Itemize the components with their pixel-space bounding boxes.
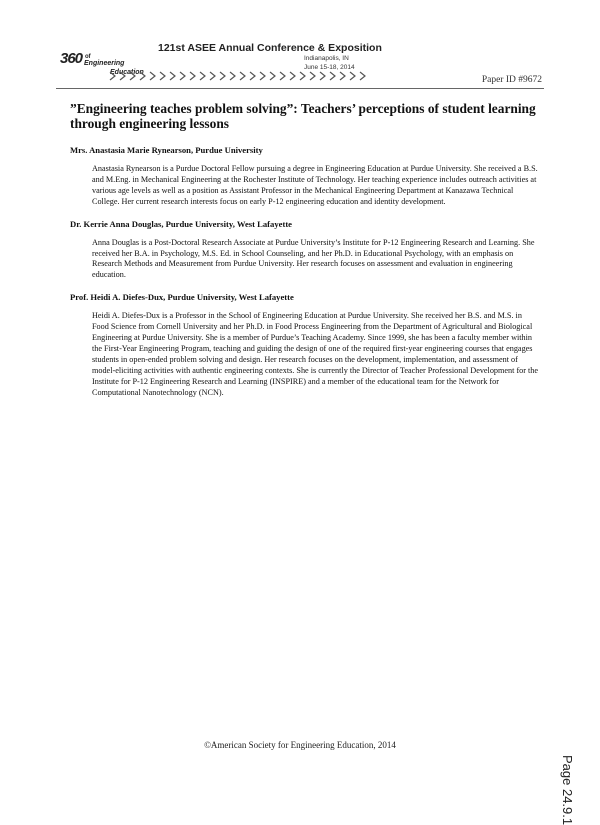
copyright-footer: ©American Society for Engineering Education, 2014 xyxy=(204,740,396,750)
chevron-right-icon xyxy=(290,72,295,80)
author-name: Dr. Kerrie Anna Douglas, Purdue University, West Lafayette xyxy=(70,218,292,229)
logo-education-text: Education xyxy=(110,69,144,76)
chevron-right-icon xyxy=(140,72,145,80)
conference-dates: June 15-18, 2014 xyxy=(304,64,355,71)
author-bio: Anastasia Rynearson is a Purdue Doctoral Fellow pursuing a degree in Engineering Education at Purdue University. She received a B.S. and M.Eng. in Mechanical Engineering at the Rochester Institute of Technology. Her teaching experience includes outreach activities at various age levels as well as a position as Assistant Professor in the Mechanical Engineering Department at Kanazawa Technical College. Her current research interests focus on early P-12 engineering education and identity development. xyxy=(92,164,538,206)
chevron-right-icon xyxy=(270,72,275,80)
conference-header xyxy=(0,0,600,92)
chevron-right-icon xyxy=(240,72,245,80)
chevron-strip-icon xyxy=(106,70,376,82)
chevron-right-icon xyxy=(110,72,115,80)
logo-360-text: 360 xyxy=(60,50,83,67)
chevron-right-icon xyxy=(350,72,355,80)
page-number: Page 24.9.1 xyxy=(560,755,575,825)
chevron-right-icon xyxy=(250,72,255,80)
chevron-right-icon xyxy=(160,72,165,80)
chevron-right-icon xyxy=(320,72,325,80)
chevron-right-icon xyxy=(150,72,155,80)
header-divider xyxy=(56,88,544,89)
author-block-2 xyxy=(70,219,540,282)
conference-title: 121st ASEE Annual Conference & Exposition xyxy=(158,42,382,54)
chevron-right-icon xyxy=(210,72,215,80)
chevron-right-icon xyxy=(300,72,305,80)
chevron-right-icon xyxy=(310,72,315,80)
author-block-3 xyxy=(70,292,540,398)
chevron-right-icon xyxy=(260,72,265,80)
author-name: Prof. Heidi A. Diefes-Dux, Purdue University, West Lafayette xyxy=(70,292,294,303)
chevron-right-icon xyxy=(190,72,195,80)
chevron-right-icon xyxy=(330,72,335,80)
author-bio: Heidi A. Diefes-Dux is a Professor in the School of Engineering Education at Purdue University. She received her B.S. and M.S. in Food Science from Cornell University and her Ph.D. in Food Process Engineering from the Department of Agricultural and Biological Engineering at Purdue University. She is a member of Purdue’s Teaching Academy. Since 1999, she has been a faculty member within the First-Year Engineering Program, teaching and guiding the design of one of the required first-year engineering courses that engages students in open-ended problem solving and design. Her research focuses on the development, implementation, and assessment of model-eliciting activities with authentic engineering contexts. She is currently the Director of Teacher Professional Development for the Institute for P-12 Engineering Research and Learning (INSPIRE) and a member of the educational team for the Network for Computational Nanotechnology (NCN). xyxy=(92,311,539,397)
chevron-right-icon xyxy=(220,72,225,80)
author-name: Mrs. Anastasia Marie Rynearson, Purdue University xyxy=(70,145,263,155)
logo-of-text: of xyxy=(85,54,91,60)
chevron-right-icon xyxy=(180,72,185,80)
chevron-right-icon xyxy=(230,72,235,80)
author-block-1 xyxy=(70,145,540,208)
chevron-right-icon xyxy=(340,72,345,80)
chevron-right-icon xyxy=(360,72,365,80)
author-bio: Anna Douglas is a Post-Doctoral Research Associate at Purdue University’s Institute for P-12 Engineering Research and Learning. She received her B.A. in Psychology, M.S. Ed. in School Counseling, and her Ph.D. in Educational Psychology, with an emphasis on Research Methods and Measurement from Purdue University. Her research focuses on assessment and evaluation in engineering education. xyxy=(92,237,535,280)
chevron-right-icon xyxy=(120,72,125,80)
paper-content xyxy=(70,102,540,410)
conference-location: Indianapolis, IN xyxy=(304,55,349,62)
chevron-right-icon xyxy=(170,72,175,80)
logo-engineering-text: Engineering xyxy=(84,60,125,67)
chevron-right-icon xyxy=(200,72,205,80)
paper-id: Paper ID #9672 xyxy=(481,75,542,85)
paper-title: ”Engineering teaches problem solving”: Teachers’ perceptions of student learning through engineering lessons xyxy=(70,101,536,131)
chevron-right-icon xyxy=(130,72,135,80)
chevron-right-icon xyxy=(280,72,285,80)
